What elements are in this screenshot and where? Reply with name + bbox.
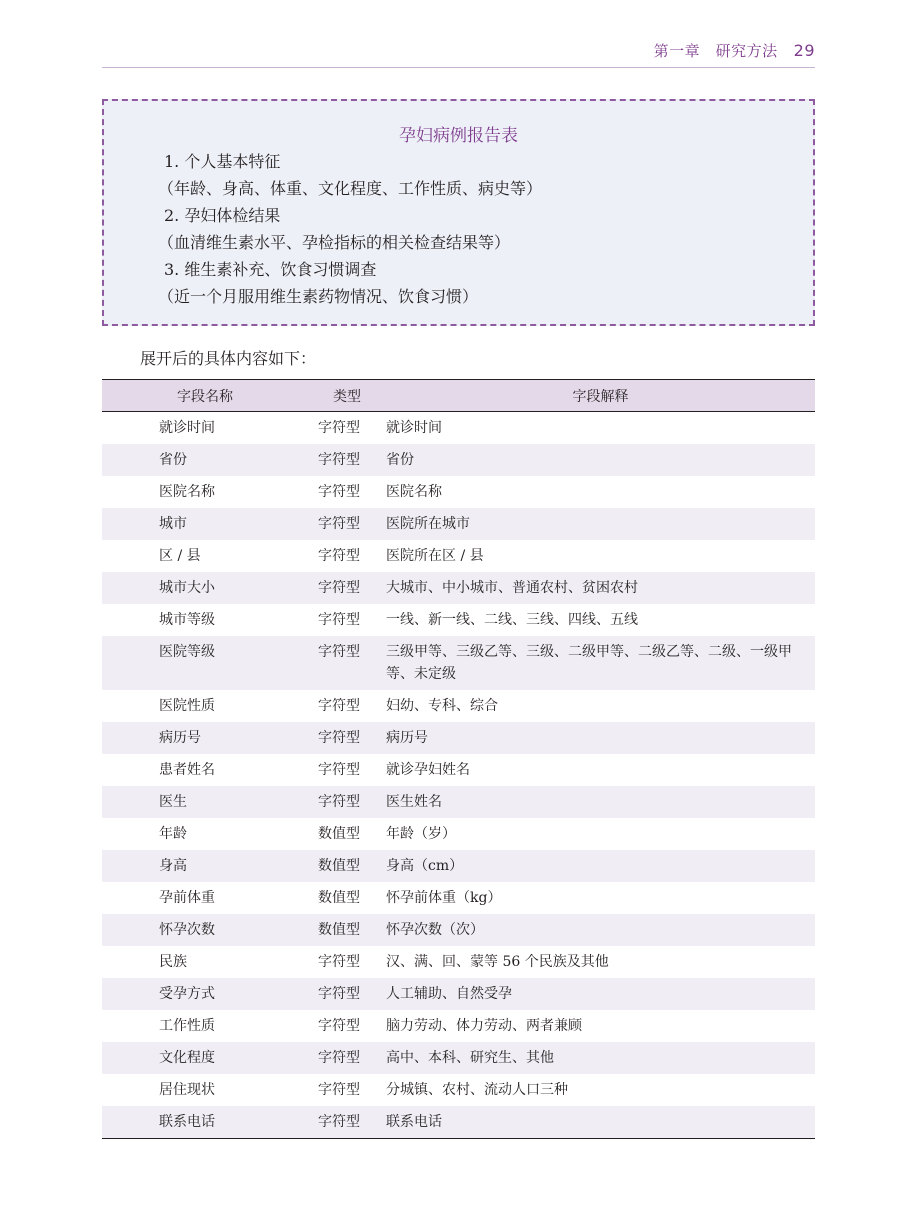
table-row: [102, 540, 815, 572]
field-name-cell: 怀孕次数: [159, 922, 215, 938]
description-cell: 三级甲等、三级乙等、三级、二级甲等、二级乙等、二级、一级甲等、未定级: [386, 644, 792, 682]
description-cell: 年龄（岁）: [386, 826, 456, 842]
type-cell: 字符型: [318, 612, 360, 628]
field-name-cell: 病历号: [159, 730, 201, 746]
field-name-cell: 工作性质: [159, 1018, 215, 1034]
description-cell: 联系电话: [386, 1114, 442, 1130]
type-cell: 字符型: [318, 698, 360, 714]
box-item-heading: 3. 维生素补充、饮食习惯调查: [164, 260, 377, 279]
description-cell: 脑力劳动、体力劳动、两者兼顾: [386, 1018, 582, 1034]
table-row: [102, 690, 815, 722]
table-row: [102, 444, 815, 476]
box-title: 孕妇病例报告表: [399, 126, 518, 146]
description-cell: 汉、满、回、蒙等 56 个民族及其他: [386, 954, 609, 970]
field-name-cell: 城市等级: [159, 612, 215, 628]
type-cell: 数值型: [318, 922, 360, 938]
intro-text: 展开后的具体内容如下：: [140, 349, 317, 368]
type-cell: 数值型: [318, 858, 360, 874]
field-name-cell: 省份: [159, 452, 187, 468]
field-name-cell: 孕前体重: [159, 890, 215, 906]
running-header: [0, 40, 815, 61]
description-cell: 医院所在区 / 县: [386, 548, 484, 564]
table-body: [102, 412, 815, 1139]
description-cell: 怀孕前体重（kg）: [386, 890, 502, 906]
table-row: [102, 914, 815, 946]
description-cell: 就诊孕妇姓名: [386, 762, 470, 778]
description-cell: 分城镇、农村、流动人口三种: [386, 1082, 568, 1098]
table-row: [102, 786, 815, 818]
chapter-title: 第一章 研究方法: [653, 42, 778, 60]
description-cell: 就诊时间: [386, 420, 442, 436]
type-cell: 数值型: [318, 826, 360, 842]
description-cell: 省份: [386, 452, 414, 468]
type-cell: 字符型: [318, 730, 360, 746]
table-header-row: [102, 380, 815, 412]
case-report-form-box: [102, 99, 815, 326]
description-cell: 一线、新一线、二线、三线、四线、五线: [386, 612, 638, 628]
table-row: [102, 1010, 815, 1042]
description-cell: 怀孕次数（次）: [386, 922, 484, 938]
field-name-cell: 就诊时间: [159, 420, 215, 436]
box-item-detail: （年龄、身高、体重、文化程度、工作性质、病史等）: [158, 179, 543, 198]
type-cell: 字符型: [318, 516, 360, 532]
description-cell: 医生姓名: [386, 794, 442, 810]
table-row: [102, 604, 815, 636]
table-row: [102, 946, 815, 978]
box-item-detail: （血清维生素水平、孕检指标的相关检查结果等）: [158, 233, 511, 252]
type-cell: 字符型: [318, 1050, 360, 1066]
table-row: [102, 850, 815, 882]
type-cell: 字符型: [318, 1114, 360, 1130]
field-name-cell: 城市: [159, 516, 187, 532]
description-cell: 人工辅助、自然受孕: [386, 986, 512, 1002]
type-cell: 字符型: [318, 484, 360, 500]
description-cell: 医院所在城市: [386, 516, 470, 532]
table-row: [102, 636, 815, 690]
page-number: 29: [793, 41, 815, 60]
field-name-cell: 患者姓名: [159, 762, 215, 778]
type-cell: 字符型: [318, 762, 360, 778]
type-cell: 字符型: [318, 1018, 360, 1034]
type-cell: 字符型: [318, 580, 360, 596]
type-cell: 字符型: [318, 420, 360, 436]
description-cell: 医院名称: [386, 484, 442, 500]
table-row: [102, 818, 815, 850]
description-cell: 妇幼、专科、综合: [386, 698, 498, 714]
description-cell: 大城市、中小城市、普通农村、贫困农村: [386, 580, 638, 596]
field-name-cell: 医院名称: [159, 484, 215, 500]
description-cell: 身高（cm）: [386, 858, 464, 874]
field-name-cell: 联系电话: [159, 1114, 215, 1130]
description-cell: 病历号: [386, 730, 428, 746]
type-cell: 数值型: [318, 890, 360, 906]
box-item-heading: 1. 个人基本特征: [164, 152, 281, 171]
column-header-type: 类型: [308, 380, 386, 412]
field-name-cell: 文化程度: [159, 1050, 215, 1066]
type-cell: 字符型: [318, 986, 360, 1002]
table-row: [102, 754, 815, 786]
table-row: [102, 1106, 815, 1139]
type-cell: 字符型: [318, 452, 360, 468]
field-name-cell: 受孕方式: [159, 986, 215, 1002]
field-name-cell: 医院性质: [159, 698, 215, 714]
table-row: [102, 412, 815, 445]
table-row: [102, 882, 815, 914]
type-cell: 字符型: [318, 1082, 360, 1098]
table-row: [102, 508, 815, 540]
type-cell: 字符型: [318, 954, 360, 970]
field-name-cell: 民族: [159, 954, 187, 970]
box-item-detail: （近一个月服用维生素药物情况、饮食习惯）: [158, 287, 479, 306]
column-header-description: 字段解释: [386, 380, 815, 412]
field-name-cell: 医生: [159, 794, 187, 810]
box-item-heading: 2. 孕妇体检结果: [164, 206, 281, 225]
field-definition-table: [102, 379, 815, 1139]
table-row: [102, 476, 815, 508]
field-name-cell: 区 / 县: [159, 548, 201, 564]
type-cell: 字符型: [318, 794, 360, 810]
table-row: [102, 1042, 815, 1074]
table-row: [102, 978, 815, 1010]
field-name-cell: 身高: [159, 858, 187, 874]
type-cell: 字符型: [318, 548, 360, 564]
type-cell: 字符型: [318, 644, 360, 660]
field-name-cell: 医院等级: [159, 644, 215, 660]
column-header-field-name: 字段名称: [102, 380, 308, 412]
field-name-cell: 居住现状: [159, 1082, 215, 1098]
table-row: [102, 572, 815, 604]
table-row: [102, 1074, 815, 1106]
header-divider: [102, 67, 815, 68]
field-name-cell: 城市大小: [159, 580, 215, 596]
description-cell: 高中、本科、研究生、其他: [386, 1050, 554, 1066]
table-row: [102, 722, 815, 754]
field-name-cell: 年龄: [159, 826, 187, 842]
